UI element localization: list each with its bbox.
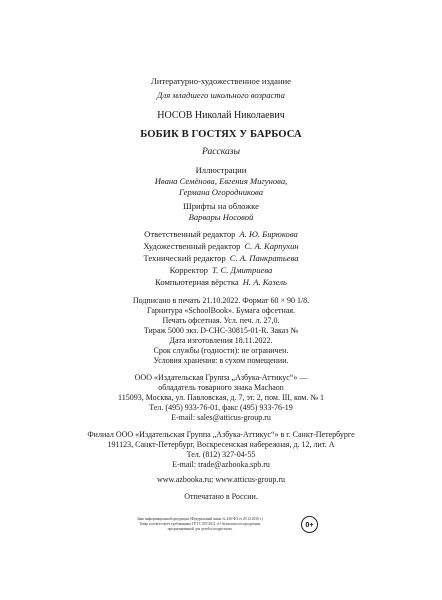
publisher-phone: Тел. (495) 933-76-01, факс (495) 933-76-19 — [149, 403, 293, 412]
print-info-line: Печать офсетная. Усл. печ. л. 27,0. — [162, 316, 280, 325]
fine-print-line: Товар соответствует требованиям ТР ТС 007/2011 «О безопасности продукции, — [139, 522, 261, 526]
credit-role: Корректор — [169, 265, 208, 275]
author: НОСОВ Николай Николаевич — [157, 110, 285, 121]
illustrators-line-1: Ивана Семёнова, Евгения Мигунова, — [154, 176, 288, 186]
credit-name: С. А. Панкратьева — [229, 253, 299, 263]
illustrators-line-2: Германа Огородникова — [178, 187, 263, 197]
credit-role: Технический редактор — [143, 253, 226, 263]
print-info-line: Срок службы (годности): не ограничен. — [153, 346, 289, 355]
print-info-line: Условия хранения: в сухом помещении. — [153, 356, 289, 365]
branch-line: Филиал ООО «Издательская Группа „Азбука-Аттикус“» в г. Санкт-Петербурге — [87, 430, 355, 439]
credit-role: Ответственный редактор — [144, 229, 236, 239]
print-info-line: Дата изготовления 18.11.2022. — [169, 336, 273, 345]
cover-fonts-author: Варвары Носовой — [188, 212, 254, 222]
credit-name: С. А. Карпухин — [244, 241, 299, 251]
credit-line — [0, 265, 442, 276]
credit-name: Н. А. Козель — [242, 277, 287, 287]
credit-name: Т. С. Дмитриева — [211, 265, 273, 275]
websites: www.azbooka.ru; www.atticus-group.ru — [156, 475, 286, 484]
printed-in: Отпечатано в России. — [184, 492, 258, 501]
publisher-address: 115093, Москва, ул. Павловская, д. 7, эт. 2, пом. III, ком. № 1 — [118, 393, 324, 402]
publisher-line: обладатель товарного знака Machaon — [158, 383, 284, 392]
book-title: БОБИК В ГОСТЯХ У БАРБОСА — [140, 129, 302, 140]
print-info-line: Гарнитура «SchoolBook». Бумага офсетная. — [146, 306, 296, 315]
credit-role: Компьютерная вёрстка — [155, 277, 239, 287]
credit-line — [0, 229, 442, 240]
fine-print-line: Знак информационной продукции (Федеральный закон № 436-ФЗ от 29.12.2010 г.) — [136, 517, 264, 521]
age-group: Для младшего школьного возраста — [157, 90, 285, 100]
publisher-line: ООО «Издательская Группа „Азбука-Аттикус“» — — [134, 373, 308, 382]
publisher-email: E-mail: sales@atticus-group.ru — [171, 413, 271, 422]
book-subtitle: Рассказы — [201, 146, 241, 157]
credit-line — [0, 277, 442, 288]
illustrations-label: Иллюстрации — [195, 165, 247, 175]
branch-address: 191123, Санкт-Петербург, Воскресенская набережная, д. 12, лит. А — [107, 440, 335, 449]
print-info-line: Тираж 5000 экз. D-CHC-30815-01-R. Заказ № — [143, 326, 299, 335]
branch-email: E-mail: trade@azbooka.spb.ru — [172, 460, 270, 469]
credit-line — [0, 241, 442, 252]
branch-phone: Тел. (812) 327-04-55 — [186, 450, 256, 459]
fine-print-line: предназначенной для детей и подростков» — [167, 527, 233, 531]
print-info-line: Подписано в печать 21.10.2022. Формат 60 × 90 1/8. — [132, 296, 310, 305]
credit-name: А. Ю. Бирюкова — [239, 229, 298, 239]
cover-fonts-label: Шрифты на обложке — [183, 201, 259, 211]
edition-type: Литературно-художественное издание — [151, 76, 291, 86]
credit-line — [0, 253, 442, 264]
age-rating-mark: 0+ — [301, 516, 318, 533]
credit-role: Художественный редактор — [143, 241, 241, 251]
